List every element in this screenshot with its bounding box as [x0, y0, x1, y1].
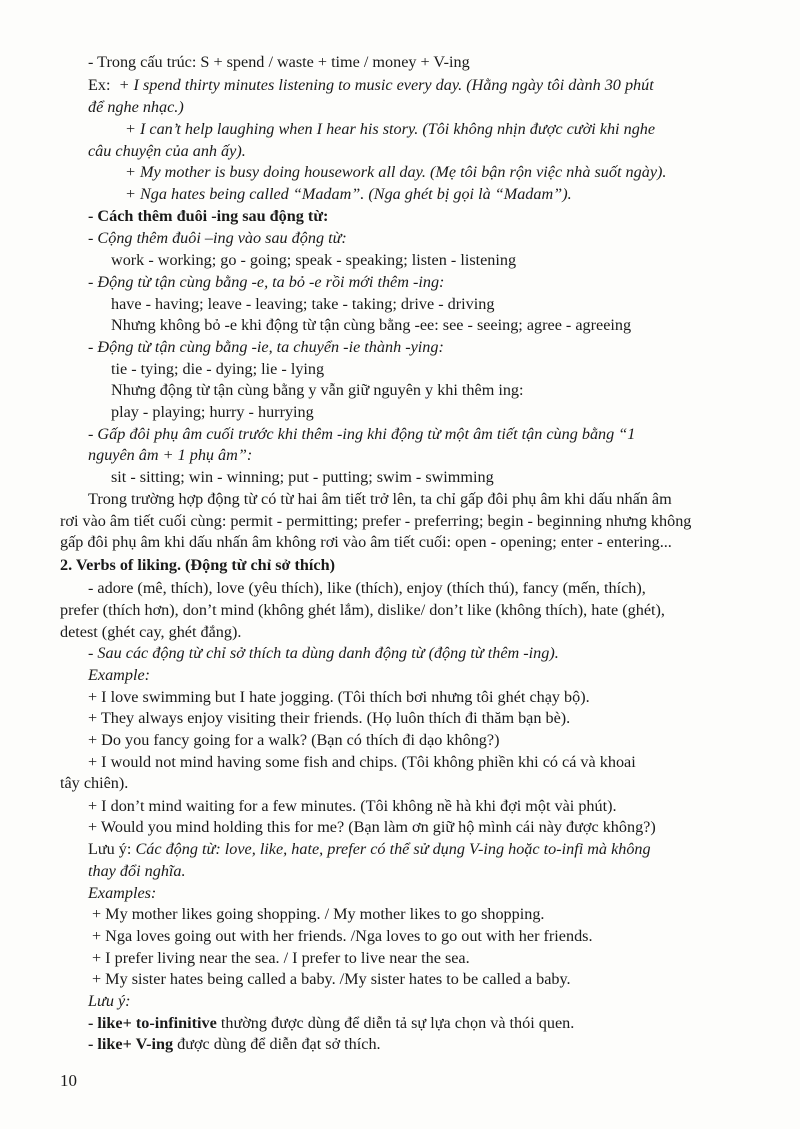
example-line: [88, 75, 654, 96]
example-words: play - playing; hurry - hurrying: [111, 403, 314, 421]
example-sentence: câu chuyện của anh ấy).: [88, 142, 246, 160]
note-line: [88, 1034, 381, 1055]
note-label: Lưu ý:: [88, 992, 131, 1010]
grammar-pattern: - like+ V-ing: [88, 1035, 174, 1053]
paragraph-line: Trong trường hợp động từ có từ hai âm tiết trở lên, ta chỉ gấp đôi phụ âm khi dấu nhấn âm: [88, 490, 672, 508]
example-sentence: + I don’t mind waiting for a few minutes. (Tôi không nề hà khi đợi một vài phút).: [88, 797, 617, 815]
example-sentence: + I spend thirty minutes listening to music every day. (Hằng ngày tôi dành 30 phút: [118, 76, 654, 94]
section-heading: 2. Verbs of liking. (Động từ chỉ sở thích): [60, 556, 336, 574]
rule-line: - Cộng thêm đuôi –ing vào sau động từ:: [88, 229, 347, 247]
note-text: Các động từ: love, like, hate, prefer có thể sử dụng V-ing hoặc to-infi mà không: [135, 840, 651, 858]
example-words: Nhưng động từ tận cùng bằng y vẫn giữ nguyên y khi thêm ing:: [111, 381, 524, 399]
example-sentence: + Would you mind holding this for me? (Bạn làm ơn giữ hộ mình cái này được không?): [88, 818, 656, 836]
page-number: 10: [60, 1071, 77, 1090]
rule-line: - Gấp đôi phụ âm cuối trước khi thêm -ing khi động từ một âm tiết tận cùng bằng “1: [88, 425, 636, 443]
example-sentence: + My mother likes going shopping. / My mother likes to go shopping.: [92, 905, 545, 923]
example-sentence: tây chiên).: [60, 774, 129, 792]
example-sentence: + My mother is busy doing housework all day. (Mẹ tôi bận rộn việc nhà suốt ngày).: [125, 163, 667, 181]
example-sentence: + Do you fancy going for a walk? (Bạn có thích đi dạo không?): [88, 731, 500, 749]
paragraph-line: detest (ghét cay, ghét đắng).: [60, 623, 242, 641]
example-words: have - having; leave - leaving; take - taking; drive - driving: [111, 295, 495, 313]
note-text: thay đổi nghĩa.: [88, 862, 186, 880]
example-label: Example:: [88, 666, 151, 684]
note-line: [88, 839, 651, 860]
ex-label: Ex:: [88, 76, 111, 94]
example-words: sit - sitting; win - winning; put - putting; swim - swimming: [111, 468, 494, 486]
rule-line: - Động từ tận cùng bằng -ie, ta chuyển -ie thành -ying:: [88, 338, 444, 356]
example-sentence: + I prefer living near the sea. / I prefer to live near the sea.: [92, 949, 470, 967]
paragraph-line: rơi vào âm tiết cuối cùng: permit - permitting; prefer - preferring; begin - beginning nhưng không: [60, 512, 692, 530]
rule-line: - Động từ tận cùng bằng -e, ta bỏ -e rồi mới thêm -ing:: [88, 273, 445, 291]
section-heading: - Cách thêm đuôi -ing sau động từ:: [88, 207, 329, 225]
grammar-pattern: - like+ to-infinitive: [88, 1014, 217, 1032]
example-words: Nhưng không bỏ -e khi động từ tận cùng bằng -ee: see - seeing; agree - agreeing: [111, 316, 632, 334]
example-sentence: + I would not mind having some fish and chips. (Tôi không phiền khi có cá và khoai: [88, 753, 636, 771]
paragraph-line: - adore (mê, thích), love (yêu thích), like (thích), enjoy (thích thú), fancy (mến, thích),: [88, 579, 646, 597]
rule-line: - Sau các động từ chỉ sở thích ta dùng danh động từ (động từ thêm -ing).: [88, 644, 559, 662]
note-line: [88, 1013, 574, 1034]
note-label: Lưu ý:: [88, 840, 132, 858]
example-sentence: + I love swimming but I hate jogging. (Tôi thích bơi nhưng tôi ghét chạy bộ).: [88, 688, 590, 706]
note-text: thường được dùng để diễn tả sự lựa chọn và thói quen.: [220, 1014, 575, 1032]
example-sentence: + Nga hates being called “Madam”. (Nga ghét bị gọi là “Madam”).: [125, 185, 572, 203]
example-label: Examples:: [88, 884, 157, 902]
example-sentence: + My sister hates being called a baby. /My sister hates to be called a baby.: [92, 970, 571, 988]
example-sentence: + Nga loves going out with her friends. /Nga loves to go out with her friends.: [92, 927, 593, 945]
structure-line: - Trong cấu trúc: S + spend / waste + time / money + V-ing: [88, 53, 470, 71]
paragraph-line: prefer (thích hơn), don’t mind (không ghét lắm), dislike/ don’t like (không thích), hate (ghét),: [60, 601, 665, 619]
rule-line: nguyên âm + 1 phụ âm”:: [88, 446, 253, 464]
example-sentence: + I can’t help laughing when I hear his story. (Tôi không nhịn được cười khi nghe: [125, 120, 656, 138]
example-sentence: + They always enjoy visiting their friends. (Họ luôn thích đi thăm bạn bè).: [88, 709, 571, 727]
paragraph-line: gấp đôi phụ âm khi dấu nhấn âm không rơi vào âm tiết cuối: open - opening; enter - entering...: [60, 533, 672, 551]
example-sentence: để nghe nhạc.): [88, 98, 184, 116]
example-words: tie - tying; die - dying; lie - lying: [111, 360, 325, 378]
example-words: work - working; go - going; speak - speaking; listen - listening: [111, 251, 517, 269]
note-text: được dùng để diễn đạt sở thích.: [177, 1035, 381, 1053]
